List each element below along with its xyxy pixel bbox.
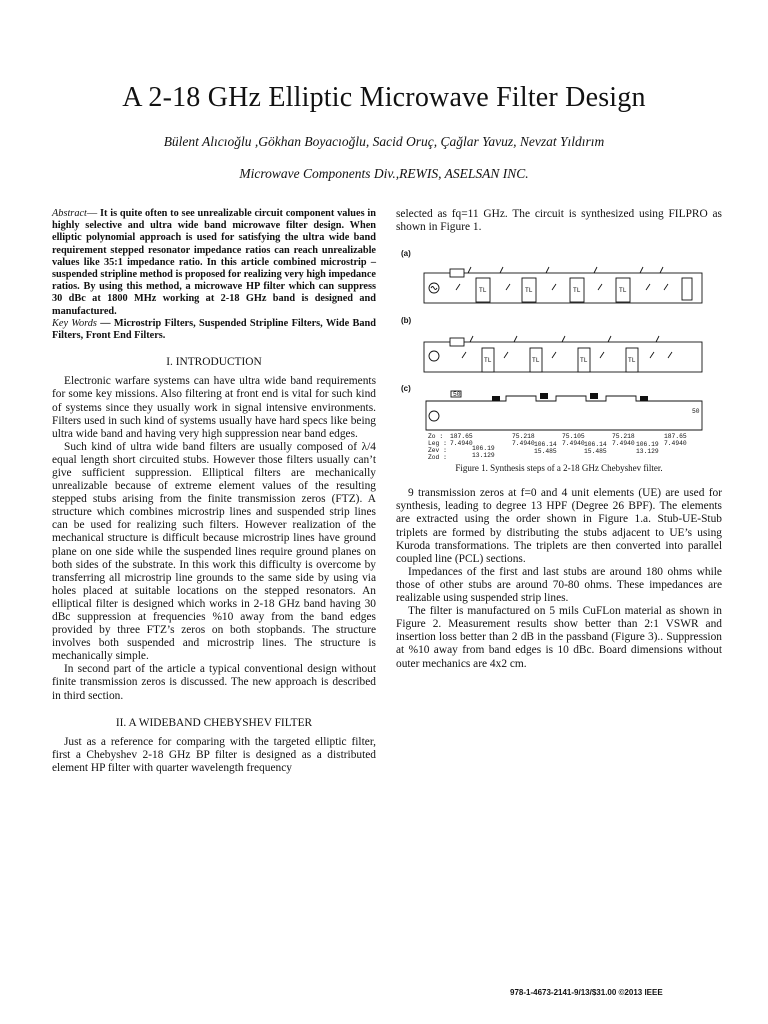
figure-1-caption: Figure 1. Synthesis steps of a 2-18 GHz Chebyshev filter. xyxy=(455,463,663,474)
panel-c-label: (c) xyxy=(401,384,411,394)
figure-1 xyxy=(396,238,722,462)
row-label-zod: Zod : xyxy=(428,454,447,462)
tl-label: TL xyxy=(580,357,588,365)
chebyshev-paragraph-1: Just as a reference for comparing with the targeted elliptic filter, first a Chebyshev 2-18 GHz BP filter is designed as a distributed element HP filter with quarter wavelength frequency xyxy=(52,735,376,774)
abstract-label: Abstract xyxy=(52,208,87,219)
keywords-text: — Microstrip Filters, Suspended Stripline Filters, Wide Band Filters, Front End Filters. xyxy=(52,317,376,342)
panel-a-resistor xyxy=(450,269,464,277)
zod-value: 13.129 xyxy=(472,452,495,460)
paper-title: A 2-18 GHz Elliptic Microwave Filter Design xyxy=(122,82,646,113)
right-column xyxy=(396,208,722,671)
zo-value: 75.218 xyxy=(512,433,535,441)
zev-value: 106.19 xyxy=(472,445,495,453)
zo-value: 187.65 xyxy=(664,433,687,441)
tl-label: TL xyxy=(532,357,540,365)
tl-label: TL xyxy=(573,287,581,295)
abstract-text: It is quite often to see unrealizable circuit component values in highly selective and ultra wide band microwave filter design. When elliptic polynomial approach is used for satisfying the ultra wide band requirement stepped resonator impedance ratios can reach unrealizable values like 35:1 impedance ratio. In this article combined microstrip – suspended stripline method is proposed for realizing very high impedance ratios. By using this method, a microwave HP filter which can suppress 30 dBc at 1800 MHz working at 2-18 GHz band is designed and manufactured. xyxy=(52,208,376,317)
keywords xyxy=(52,318,376,342)
zev-value: 106.14 xyxy=(584,441,607,449)
row-label-zo: Zo : xyxy=(428,433,444,441)
leg-value: 7.4940 xyxy=(512,440,535,448)
right-paragraph-3: The filter is manufactured on 5 mils CuFLon material as shown in Figure 2. Measurement results show better than 2:1 VSWR and insertion loss better than 2 dB in the passband (Figure 3).. Suppression at %10 away from band edges is 10 dBc. Board dimensions without outer mechanics are 4x2 cm. xyxy=(396,605,722,670)
affiliation: Microwave Components Div.,REWIS, ASELSAN INC. xyxy=(239,166,529,181)
panel-b-resistor xyxy=(450,338,464,346)
section-heading-introduction: I. INTRODUCTION xyxy=(166,356,262,369)
copyright-footer: 978-1-4673-2141-9/13/$31.00 ©2013 IEEE xyxy=(510,988,663,997)
right-paragraph-2: Impedances of the first and last stubs are around 180 ohms while those of other stubs are around 70-80 ohms. These impedances are realizable using suspended strip lines. xyxy=(396,565,722,605)
panel-b-label: (b) xyxy=(401,316,412,326)
row-label-zev: Zev : xyxy=(428,447,447,455)
section-heading-chebyshev: II. A WIDEBAND CHEBYSHEV FILTER xyxy=(115,716,313,729)
intro-paragraph-1: Electronic warfare systems can have ultra wide band requirements for some key missions. Also filtering at front end is vital for such kind of systems since they usually work in signal intensive environments. Filters used in such kind of systems usually have hard specs like being ultra wide band and having very high suppression near band edges. xyxy=(52,375,376,440)
panel-a-label: (a) xyxy=(401,249,411,259)
intro-paragraph-2: Such kind of ultra wide band filters are usually composed of λ/4 equal length short circuited stubs. However those filters usually can’t give sufficient suppression. Elliptical filters are mechanically unrealizable because of extreme element values of the resulting stepped stubs arising from the finite transmission zeros (FTZ). A structure which combines microstrip lines and suspended strip lines can be used for realizing such filters. However realization of the mechanical structure is difficult because microstrip lines have ground plane on one side while the suspended lines require ground planes on both sides of the substrate. In this work this difficulty is overcome by transferring all microstrip line grounds to the same side by using via holes placed at suitable locations on the stepped resonators. An elliptical filter is designed which works in 2-18 GHz band having 30 dBc suppression at frequencies %10 away from the band edges provided by three FTZ’s zeros on both stopbands. The structure involves both suspended and microstrip lines. The structure is mechanically simple. xyxy=(52,440,376,663)
tl-label: TL xyxy=(484,357,492,365)
panel-b-source xyxy=(429,351,439,361)
zev-value: 106.14 xyxy=(534,441,557,449)
panel-b-frame xyxy=(424,342,702,372)
zod-value: 15.485 xyxy=(534,448,557,456)
left-column xyxy=(52,208,376,775)
panel-c-source xyxy=(429,411,439,421)
leg-value: 7.4940 xyxy=(664,440,687,448)
abstract-dash: — xyxy=(86,208,98,219)
load-impedance: 50 xyxy=(692,408,700,416)
tl-label: TL xyxy=(479,287,487,295)
row-label-leg: Leg : xyxy=(428,440,447,448)
zod-value: 15.485 xyxy=(584,448,607,456)
zo-value: 75.218 xyxy=(612,433,635,441)
leg-value: 7.4940 xyxy=(612,440,635,448)
tl-label: TL xyxy=(619,287,627,295)
source-impedance: 50 xyxy=(453,391,461,399)
right-intro-paragraph: selected as fq=11 GHz. The circuit is synthesized using FILPRO as shown in Figure 1. xyxy=(396,208,722,234)
synthesis-diagram xyxy=(396,238,722,462)
zod-value: 13.129 xyxy=(636,448,659,456)
tl-label: TL xyxy=(525,287,533,295)
intro-paragraph-3: In second part of the article a typical conventional design without finite transmission zeros is discussed. The new approach is described in third section. xyxy=(52,663,376,702)
leg-value: 7.4940 xyxy=(562,440,585,448)
zo-value: 187.65 xyxy=(450,433,473,441)
abstract xyxy=(52,208,376,318)
leg-value: 7.4940 xyxy=(450,440,473,448)
zo-value: 75.105 xyxy=(562,433,585,441)
tl-label: TL xyxy=(628,357,636,365)
author-list: Bülent Alıcıoğlu ,Gökhan Boyacıoğlu, Sacid Oruç, Çağlar Yavuz, Nevzat Yıldırım xyxy=(163,134,605,149)
right-paragraph-1: 9 transmission zeros at f=0 and 4 unit elements (UE) are used for synthesis, leading to degree 13 HPF (Degree 26 BPF). The elements are extracted using the order shown in Figure 1.a. Stub-UE-Stub triplets are formed by distributing the stubs adjacent to UE’s using Kuroda transformations. The triplets are then converted into parallel coupled line (PCL) sections. xyxy=(396,487,722,565)
panel-a-frame xyxy=(424,273,702,303)
keywords-label: Key Words xyxy=(52,317,97,329)
zev-value: 106.19 xyxy=(636,441,659,449)
panel-c-frame xyxy=(426,396,702,430)
